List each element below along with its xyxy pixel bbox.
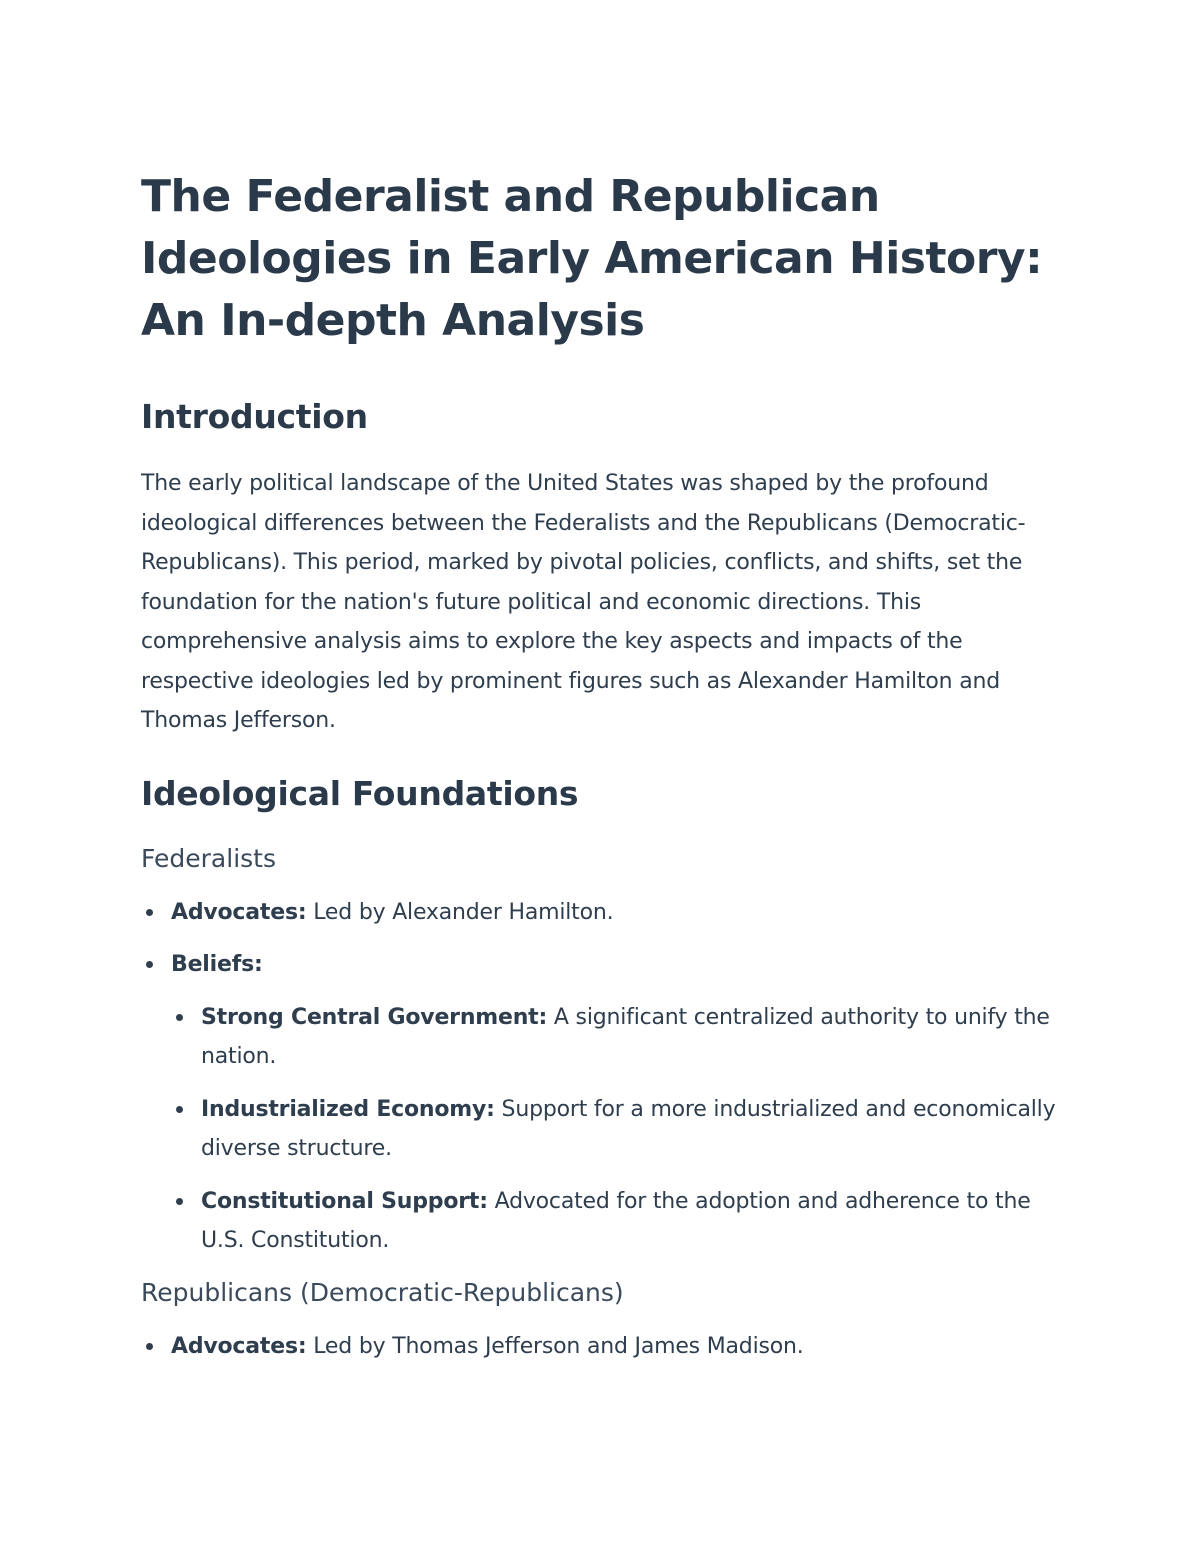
term-colon: : xyxy=(297,899,307,925)
list-item-belief xyxy=(171,1182,1061,1261)
belief-term: Constitutional Support xyxy=(201,1188,480,1214)
term-colon: : xyxy=(297,1333,307,1359)
list-item-belief xyxy=(171,1090,1061,1169)
document-title: The Federalist and Republican Ideologies in Early American History: An In-depth Analysis xyxy=(141,171,1043,346)
ideological-foundations-heading: Ideological Foundations xyxy=(141,773,579,813)
federalists-heading: Federalists xyxy=(141,843,276,873)
list-item-advocates xyxy=(141,1327,1061,1367)
beliefs-term: Beliefs xyxy=(171,952,254,977)
advocates-term: Advocates xyxy=(171,1333,298,1359)
list-item-belief xyxy=(171,998,1061,1077)
belief-text: A significant centralized authority to unify the nation. xyxy=(201,1004,1050,1069)
republicans-heading: Republicans (Democratic-Republicans) xyxy=(141,1277,624,1307)
advocates-text: Led by Thomas Jefferson and James Madison. xyxy=(306,1333,804,1359)
republicans-list xyxy=(141,1327,1061,1367)
term-colon: : xyxy=(538,1004,548,1030)
belief-text: Support for a more industrialized and economically diverse structure. xyxy=(201,1096,1056,1161)
term-colon: : xyxy=(479,1188,488,1214)
advocates-term: Advocates xyxy=(171,899,298,925)
introduction-heading: Introduction xyxy=(141,397,368,436)
belief-term: Strong Central Government xyxy=(201,1004,539,1030)
list-item-advocates xyxy=(141,893,1061,933)
belief-term: Industrialized Economy xyxy=(201,1096,487,1122)
beliefs-sublist xyxy=(171,998,1061,1261)
beliefs-colon: : xyxy=(253,952,263,977)
term-colon: : xyxy=(486,1096,495,1122)
belief-text: Advocated for the adoption and adherence to the U.S. Constitution. xyxy=(201,1188,1031,1253)
advocates-text: Led by Alexander Hamilton. xyxy=(306,899,614,925)
document-page xyxy=(141,166,1061,1379)
federalists-list xyxy=(141,893,1061,1261)
list-item-beliefs xyxy=(141,945,1061,1261)
introduction-paragraph: The early political landscape of the United States was shaped by the profound ideological differences between the Federalists and the Republicans (Democratic-Republicans). This period, marked by pivotal policies, conflicts, and shifts, set the foundation for the nation's future political and economic directions. This comprehensive analysis aims to explore the key aspects and impacts of the respective ideologies led by prominent figures such as Alexander Hamilton and Thomas Jefferson. xyxy=(141,471,1026,733)
